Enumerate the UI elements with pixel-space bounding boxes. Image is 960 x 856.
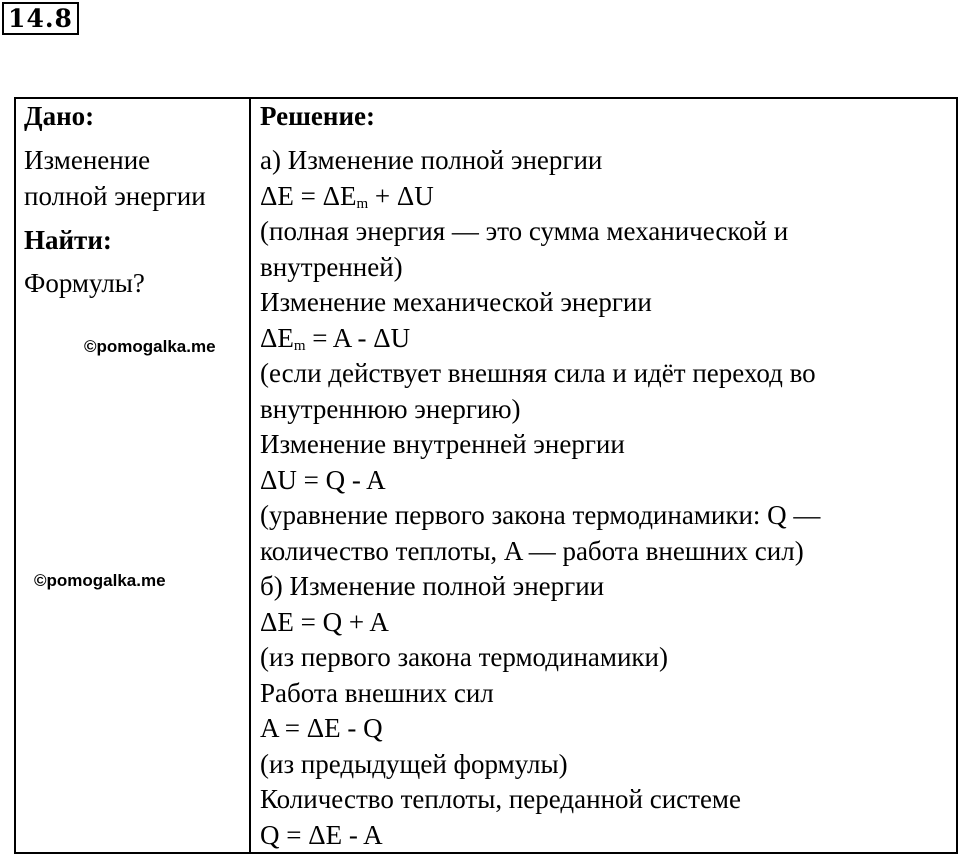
solution-line: б) Изменение полной энергии	[260, 571, 605, 601]
formula-subscript: m	[356, 195, 369, 212]
find-heading: Найти:	[24, 225, 112, 255]
find-line: Формулы?	[24, 268, 145, 298]
formula-part: + ΔU	[368, 180, 434, 211]
solution-line: (если действует внешняя сила и идёт переход во	[260, 358, 816, 388]
watermark: ©pomogalka.me	[84, 337, 216, 356]
solution-table	[14, 97, 958, 854]
formula-part: ΔE	[260, 322, 294, 353]
solution-line: ΔU = Q - A	[260, 464, 386, 495]
solution-line: (из предыдущей формулы)	[260, 748, 568, 779]
formula-subscript: m	[293, 337, 306, 354]
formula-part: ΔE = ΔE	[260, 180, 357, 211]
solution-line: (из первого закона термодинамики)	[260, 642, 668, 672]
solution-line: Количество теплоты, переданной системе	[260, 784, 742, 814]
given-line-1: Изменение	[24, 145, 151, 175]
solution-line: а) Изменение полной энергии	[260, 145, 603, 175]
solution-line: ΔE = Q + A	[260, 606, 389, 637]
solution-line: A = ΔE - Q	[260, 713, 383, 743]
solution-line: внутреннюю энергию)	[260, 393, 521, 424]
watermark: ©pomogalka.me	[34, 571, 166, 590]
solution-line: внутренней)	[260, 251, 403, 282]
problem-number: 14.8	[2, 2, 79, 35]
given-heading: Дано:	[24, 101, 95, 131]
formula-part: = A - ΔU	[305, 322, 411, 353]
column-divider	[249, 99, 251, 852]
solution-line	[260, 321, 410, 357]
solution-line: (полная энергия — это сумма механической и	[260, 216, 789, 246]
solution-line: Изменение внутренней энергии	[260, 429, 625, 459]
solution-heading: Решение:	[260, 101, 375, 131]
given-line-2: полной энергии	[24, 180, 206, 211]
solution-line	[260, 179, 434, 215]
solution-line: (уравнение первого закона термодинамики: Q —	[260, 500, 821, 530]
solution-line: Q = ΔE - A	[260, 819, 383, 850]
solution-line: Изменение механической энергии	[260, 287, 652, 317]
solution-line: количество теплоты, A — работа внешних сил)	[260, 535, 804, 566]
solution-line: Работа внешних сил	[260, 677, 494, 708]
